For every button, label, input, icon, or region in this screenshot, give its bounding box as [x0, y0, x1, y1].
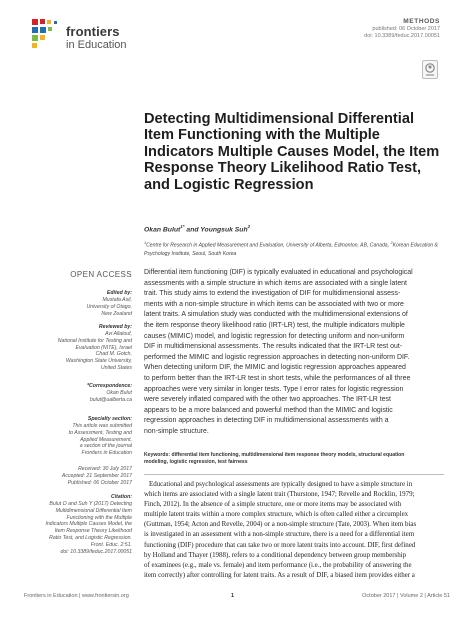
- abstract-line: When detecting uniform DIF, the MIMIC and logistic regression approaches appeared: [144, 364, 406, 372]
- crossmark-icon[interactable]: [422, 60, 438, 79]
- author-conjunction: and: [184, 226, 201, 234]
- author-name[interactable]: Youngsuk Suh: [200, 226, 248, 234]
- abstract-line: were severely inflated compared with the other two approaches. The IRT-LR test: [144, 396, 391, 404]
- crossmark-glyph-icon: [423, 61, 437, 78]
- specialty-line: Applied Measurement,: [80, 436, 132, 443]
- author-marker: 1*: [180, 224, 185, 229]
- body-line: multiple latent traits within a more complex structure, which is often called either a circumplex: [144, 510, 409, 519]
- abstract-line: Differential item functioning (DIF) is typically evaluated in educational and psychological: [144, 269, 413, 276]
- citation: [28, 501, 132, 555]
- edited-by-label: Edited by:: [106, 290, 132, 296]
- correspondence: [28, 390, 132, 404]
- abstract-line: assessments with a simple structure in which items are associated with a single latent: [144, 279, 407, 287]
- specialty-line: This article was submitted: [72, 423, 132, 429]
- editor-line: New Zealand: [101, 310, 132, 317]
- affiliation-text: Centre for Research in Applied Measurement and Evaluation, University of Alberta, Edmonton, AB, Canada,: [146, 242, 390, 249]
- body-line: functioning (DIF) procedure that can take two or more latent traits into account. DIF, first defined: [144, 540, 416, 549]
- specialty-section-label: Specialty section:: [87, 416, 132, 422]
- abstract-line: performed the MIMIC and logistic regression approaches in detecting non-uniform DIF.: [144, 353, 410, 361]
- specialty-section: [28, 423, 132, 457]
- correspondence-label: *Correspondence:: [87, 383, 132, 389]
- reviewer-line: Washington State University,: [65, 358, 132, 365]
- abstract: [144, 268, 444, 438]
- citation-line: Multidimensional Differential Item: [55, 507, 132, 514]
- citation-line: Functioning with the Multiple: [66, 514, 132, 521]
- keywords-label: Keywords:: [144, 452, 171, 458]
- specialty-line: a section of the journal: [79, 443, 132, 450]
- frontiers-logo-icon: [30, 17, 60, 51]
- doi-link[interactable]: doi: 10.3389/feduc.2017.00051: [364, 33, 440, 39]
- article-meta: [240, 18, 440, 40]
- reviewer-line: Avi Allalouf,: [105, 331, 132, 337]
- affiliation-marker: 1: [144, 241, 147, 245]
- page-footer: [24, 593, 450, 602]
- author-marker: 2: [247, 224, 251, 229]
- article-type: METHODS: [403, 18, 440, 25]
- body-line: by Holland and Thayer (1988), refers to a conditional dependency between group membership: [144, 550, 407, 559]
- citation-line: Ratio Test, and Logistic Regression.: [49, 534, 132, 541]
- correspondence-email[interactable]: bulut@ualberta.ca: [89, 396, 132, 403]
- page-number: 1: [231, 593, 235, 599]
- abstract-line: ments with a non-simple structure in which items can be associated with two or more: [144, 300, 404, 308]
- author-list: [144, 224, 250, 233]
- published-date-sidebar: Published: 06 October 2017: [67, 479, 132, 486]
- keywords-list: differential item functioning, multidimensional item response theory models, structural equation: [171, 452, 405, 458]
- journal-subname: in Education: [66, 39, 127, 51]
- open-access-label: OPEN ACCESS: [70, 270, 132, 279]
- reviewer-line: United States: [100, 364, 132, 371]
- abstract-line: to perform better than the IRT-LR test in short tests, while the performances of all three: [144, 374, 411, 382]
- footer-journal-link[interactable]: Frontiers in Education | www.frontiersin.org: [24, 593, 129, 599]
- body-line: (Guttman, 1954; Acton and Revelle, 2004) or a non-simple structure (Tate, 2003). When item bias: [144, 520, 417, 529]
- article-dates: [28, 466, 132, 486]
- reviewer-line: National Institute for Testing and: [57, 337, 132, 344]
- introduction-body: [144, 479, 444, 580]
- body-line: Educational and psychological assessments are typically designed to have a simple structure in: [149, 480, 413, 488]
- reviewer-line: Chad M. Gotch,: [95, 351, 132, 358]
- citation-line: Bulut O and Suh Y (2017) Detecting: [49, 501, 132, 507]
- body-line: of examinees (e.g., male vs. female) and item performance (i.e., the probability of answering the: [144, 560, 412, 569]
- keywords: [144, 452, 444, 467]
- affiliation-text: Korean Education & Psychology Institute, Seoul, South Korea: [144, 242, 438, 257]
- citation-line: Front. Educ. 2:51.: [90, 541, 132, 548]
- journal-logo[interactable]: [30, 17, 140, 53]
- citation-doi[interactable]: doi: 10.3389/feduc.2017.00051: [60, 548, 132, 555]
- edited-by: [28, 297, 132, 317]
- reviewed-by-label: Reviewed by:: [98, 324, 132, 330]
- editor-line: Mustafa Asil,: [102, 297, 132, 303]
- editor-line: University of Otago,: [86, 303, 132, 310]
- specialty-line: to Assessment, Testing and: [68, 429, 132, 436]
- received-date: Received: 30 July 2017: [78, 466, 132, 472]
- reviewed-by: [28, 331, 132, 372]
- section-divider: [144, 474, 444, 475]
- reviewer-line: Evaluation (NITE), Israel: [75, 344, 132, 351]
- abstract-line: DIF in multidimensional assessments. The results indicated that the IRT-LR test out-: [144, 343, 403, 351]
- body-line: item correctly) after controlling for latent traits. As a result of DIF, a biased item provides either a: [144, 570, 415, 579]
- abstract-line: latent traits. A simulation study was conducted with the multidimensional extensions of: [144, 311, 408, 319]
- affiliation-marker: 2: [390, 241, 393, 245]
- body-line: Finch, 2012). In the absence of a simple structure, one or more items may be associated with: [144, 500, 402, 509]
- author-name[interactable]: Okan Bulut: [144, 226, 181, 234]
- body-line: is investigated in an assessment with a non-simple structure, there is a need for a differential item: [144, 530, 415, 539]
- abstract-line: the item response theory likelihood ratio (IRT-LR) test, the multiple indicators multiple: [144, 321, 405, 329]
- abstract-line: non-simple structure.: [144, 427, 209, 435]
- keywords-list: modeling, logistic regression, test fairness: [144, 459, 248, 466]
- citation-line: Indicators Multiple Causes Model, the: [45, 521, 132, 528]
- abstract-line: approaches were very similar in longer tests. Type I error rates for logistic regression: [144, 385, 404, 393]
- affiliations: [144, 239, 442, 258]
- accepted-date: Accepted: 21 September 2017: [61, 472, 132, 479]
- abstract-line: causes (MIMIC) model, and logistic regression for detecting uniform and non-uniform: [144, 332, 405, 340]
- specialty-line: Frontiers in Education: [81, 450, 132, 457]
- published-date: published: 06 October 2017: [372, 26, 440, 32]
- article-title: Detecting Multidimensional Differential Item Functioning with the Multiple Indicators Multiple Causes Model, the Item Response Theory Likelihood Ratio Test, and Logistic Regression: [144, 111, 440, 193]
- citation-line: Item Response Theory Likelihood: [54, 528, 132, 535]
- citation-label: Citation:: [110, 494, 132, 500]
- journal-name: frontiers: [66, 24, 120, 39]
- abstract-line: regression approaches in detecting DIF in multidimensional assessments with a: [144, 417, 389, 425]
- body-line: which items are associated with a single latent trait (Thurstone, 1947; Revelle and Rocklin, 1979;: [144, 490, 415, 499]
- correspondence-name: Okan Bulut: [106, 390, 132, 396]
- footer-issue-info: October 2017 | Volume 2 | Article 51: [362, 593, 450, 599]
- abstract-line: appears to be a more balanced and powerful method than the MIMIC and logistic: [144, 406, 393, 414]
- abstract-line: trait. This study aims to extend the investigation of DIF for multidimensional assess-: [144, 290, 401, 298]
